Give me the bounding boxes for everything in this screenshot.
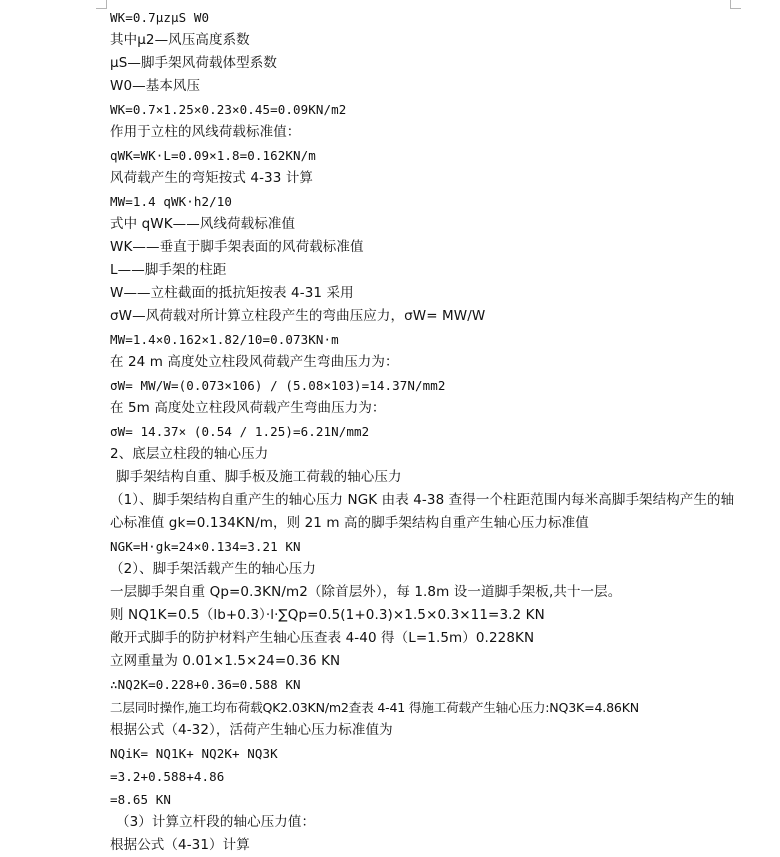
text-line: W——立柱截面的抵抗矩按表 4-31 采用 [110,285,354,301]
text-line: 敞开式脚手的防护材料产生轴心压查表 4-40 得（L=1.5m）0.228KN [110,630,535,646]
text-line: WK——垂直于脚手架表面的风荷载标准值 [110,239,364,255]
formula-line: qWK=WK·L=0.09×1.8=0.162KN/m [110,148,316,163]
text-line: L——脚手架的柱距 [110,262,227,278]
formula-line: MW=1.4 qWK·h2/10 [110,194,233,209]
text-line: 脚手架结构自重、脚手板及施工荷载的轴心压力 [116,469,402,485]
formula-line: =8.65 KN [110,792,172,807]
text-line: 风荷载产生的弯矩按式 4-33 计算 [110,170,314,186]
text-line: 二层同时操作,施工均布荷载QK2.03KN/m2查表 4-41 得施工荷载产生轴心压力:NQ3K=4.86KN [110,700,639,715]
text-line: 作用于立柱的风线荷载标准值： [110,124,301,140]
text-line: 在 5m 高度处立柱段风荷载产生弯曲压力为： [110,400,386,416]
text-line: 一层脚手架自重 Qp=0.3KN/m2（除首层外），每 1.8m 设一道脚手架板,共十一层。 [110,584,622,600]
text-line: 式中 qWK——风线荷载标准值 [110,216,296,232]
formula-line: WK=0.7μzμS W0 [110,10,210,25]
section-heading: 2、底层立柱段的轴心压力 [110,446,269,462]
formula-line: ∴NQ2K=0.228+0.36=0.588 KN [110,677,301,692]
text-line: μS—脚手架风荷载体型系数 [110,55,277,71]
text-line: 其中μ2—风压高度系数 [110,32,250,48]
text-line: σW—风荷载对所计算立柱段产生的弯曲压应力，σW= MW/W [110,308,486,324]
paragraph: （1）、脚手架结构自重产生的轴心压力 NGK 由表 4-38 查得一个柱距范围内每米高脚手架结构产生的轴心标准值 gk=0.134KN/m，则 21 m 高的脚手架结构自重产生轴心压力标准值 [110,492,735,531]
subsection-heading: （2）、脚手架活载产生的轴心压力 [110,561,316,577]
document-body[interactable] [110,6,740,857]
text-line: 立网重量为 0.01×1.5×24=0.36 KN [110,653,341,669]
page-corner-mark-left [96,0,107,9]
formula-line: MW=1.4×0.162×1.82/10=0.073KN·m [110,332,339,347]
text-line: W0—基本风压 [110,78,201,94]
subsection-heading: （3）计算立杆段的轴心压力值： [116,814,316,830]
text-line: 根据公式（4-31）计算 [110,837,250,853]
text-line: 在 24 m 高度处立柱段风荷载产生弯曲压力为： [110,354,399,370]
formula-line: σW= 14.37× (0.54 / 1.25)=6.21N/mm2 [110,424,370,439]
formula-line: σW= MW/W=(0.073×106) / (5.08×103)=14.37N/mm2 [110,378,446,393]
formula-line: NGK=H·gk=24×0.134=3.21 KN [110,539,301,554]
formula-line: WK=0.7×1.25×0.23×0.45=0.09KN/m2 [110,102,347,117]
text-line: 根据公式（4-32），活荷产生轴心压力标准值为 [110,722,393,738]
formula-line: NQiK= NQ1K+ NQ2K+ NQ3K [110,746,278,761]
formula-line: =3.2+0.588+4.86 [110,769,225,784]
formula-line: 则 NQ1K=0.5（lb+0.3）·l·∑Qp=0.5(1+0.3)×1.5×0.3×11=3.2 KN [110,607,545,623]
